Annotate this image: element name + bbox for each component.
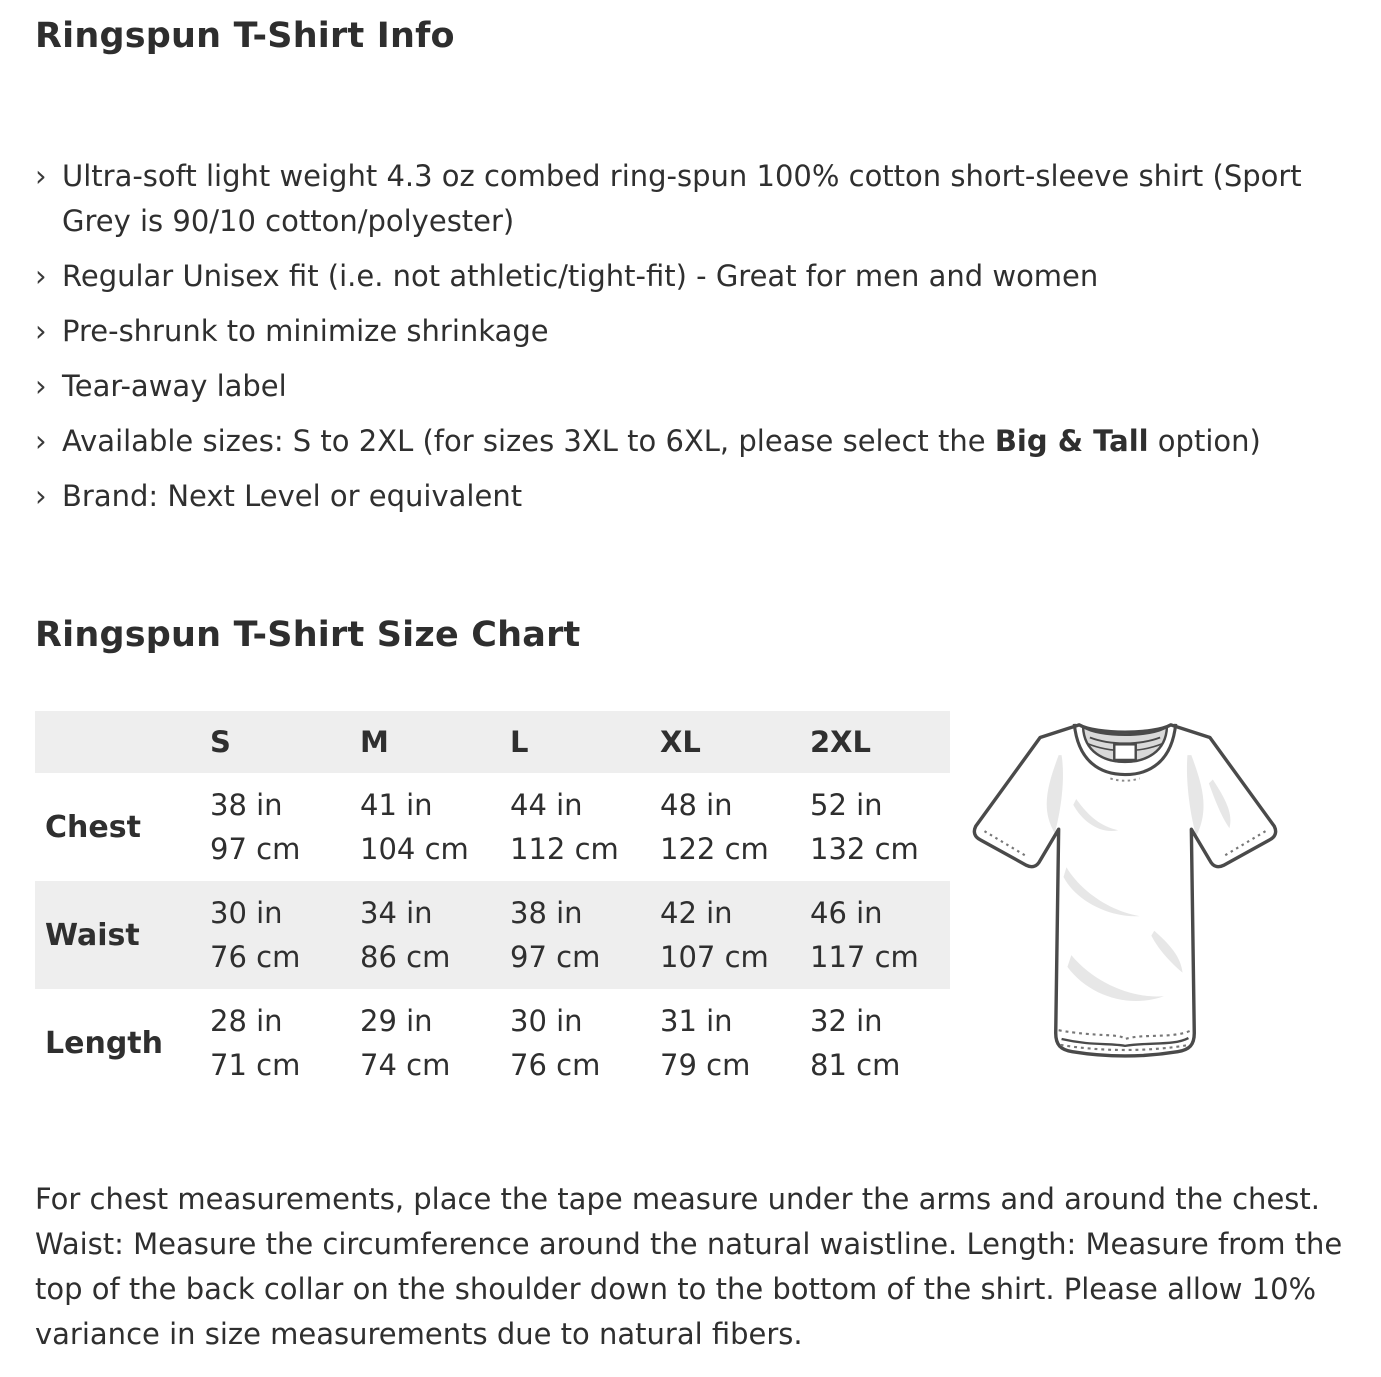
bullet-text	[62, 419, 1346, 464]
bullet-text: Brand: Next Level or equivalent	[62, 479, 523, 513]
cm-value: 79 cm	[660, 1048, 751, 1082]
bullet-text-post: option)	[1148, 424, 1261, 458]
size-cell	[200, 773, 350, 881]
table-row-waist	[35, 881, 950, 989]
size-cell	[500, 881, 650, 989]
cm-value: 104 cm	[360, 832, 469, 866]
bullet-item	[35, 154, 1346, 244]
inches-value: 46 in	[810, 896, 883, 930]
size-chart-section	[35, 711, 1346, 1097]
bullet-text: Regular Unisex fit (i.e. not athletic/tight-fit) - Great for men and women	[62, 259, 1099, 293]
bullet-item	[35, 474, 1346, 519]
size-col-header: 2XL	[810, 725, 872, 759]
bullet-item	[35, 309, 1346, 354]
bullet-arrow-icon: ›	[35, 424, 47, 458]
inches-value: 30 in	[510, 1004, 583, 1038]
inches-value: 41 in	[360, 788, 433, 822]
inches-value: 38 in	[510, 896, 583, 930]
cm-value: 117 cm	[810, 940, 919, 974]
inches-value: 42 in	[660, 896, 733, 930]
size-cell	[350, 989, 500, 1097]
cm-value: 132 cm	[810, 832, 919, 866]
bullet-text-pre: Available sizes: S to 2XL (for sizes 3XL to 6XL, please select the	[62, 424, 995, 458]
bullet-text-bold: Big & Tall	[994, 424, 1149, 458]
measurement-note: For chest measurements, place the tape measure under the arms and around the chest. Waist: Measure the circumference around the natural waistline. Length: Measure from the top of the back collar on the shoulder down to the bottom of the shirt. Please allow 10% variance in size measurements due to natural fibers.	[35, 1182, 1343, 1351]
t-shirt-icon	[964, 711, 1286, 1087]
bullet-text: Ultra-soft light weight 4.3 oz combed ring-spun 100% cotton short-sleeve shirt (Sport Grey is 90/10 cotton/polyester)	[62, 159, 1302, 238]
size-cell	[800, 989, 950, 1097]
bullet-arrow-icon: ›	[35, 479, 47, 513]
size-cell	[500, 989, 650, 1097]
cm-value: 76 cm	[210, 940, 301, 974]
size-chart-heading: Ringspun T-Shirt Size Chart	[35, 615, 581, 655]
size-cell	[200, 989, 350, 1097]
inches-value: 52 in	[810, 788, 883, 822]
inches-value: 32 in	[810, 1004, 883, 1038]
inches-value: 48 in	[660, 788, 733, 822]
cm-value: 97 cm	[510, 940, 601, 974]
size-col-header: XL	[660, 725, 701, 759]
t-shirt-illustration	[964, 711, 1286, 1087]
cm-value: 71 cm	[210, 1048, 301, 1082]
size-cell	[500, 773, 650, 881]
size-cell	[650, 989, 800, 1097]
cm-value: 107 cm	[660, 940, 769, 974]
inches-value: 30 in	[210, 896, 283, 930]
cm-value: 76 cm	[510, 1048, 601, 1082]
size-cell	[650, 881, 800, 989]
bullet-item	[35, 364, 1346, 409]
cm-value: 86 cm	[360, 940, 451, 974]
bullet-arrow-icon: ›	[35, 369, 47, 403]
inches-value: 31 in	[660, 1004, 733, 1038]
bullet-item	[35, 254, 1346, 299]
bullet-arrow-icon: ›	[35, 159, 47, 193]
cm-value: 74 cm	[360, 1048, 451, 1082]
page-title: Ringspun T-Shirt Info	[35, 16, 455, 56]
cm-value: 81 cm	[810, 1048, 901, 1082]
cm-value: 112 cm	[510, 832, 619, 866]
inches-value: 38 in	[210, 788, 283, 822]
row-label: Length	[45, 1025, 163, 1061]
inches-value: 44 in	[510, 788, 583, 822]
inches-value: 34 in	[360, 896, 433, 930]
row-label: Chest	[45, 809, 141, 845]
size-cell	[800, 881, 950, 989]
size-cell	[350, 773, 500, 881]
size-col-header: S	[210, 725, 231, 759]
size-chart-table	[35, 711, 950, 1097]
corner-cell	[35, 711, 200, 773]
bullet-item	[35, 419, 1346, 464]
bullet-arrow-icon: ›	[35, 259, 47, 293]
size-cell	[800, 773, 950, 881]
size-header-row	[35, 711, 950, 773]
size-cell	[650, 773, 800, 881]
bullet-arrow-icon: ›	[35, 314, 47, 348]
size-cell	[350, 881, 500, 989]
size-cell	[200, 881, 350, 989]
size-col-header: M	[360, 725, 389, 759]
table-row-length	[35, 989, 950, 1097]
inches-value: 29 in	[360, 1004, 433, 1038]
size-col-header: L	[510, 725, 529, 759]
inches-value: 28 in	[210, 1004, 283, 1038]
table-row-chest	[35, 773, 950, 881]
cm-value: 122 cm	[660, 832, 769, 866]
row-label: Waist	[45, 917, 140, 953]
bullet-text: Tear-away label	[62, 369, 287, 403]
cm-value: 97 cm	[210, 832, 301, 866]
feature-bullet-list	[35, 154, 1346, 519]
bullet-text: Pre-shrunk to minimize shrinkage	[62, 314, 549, 348]
